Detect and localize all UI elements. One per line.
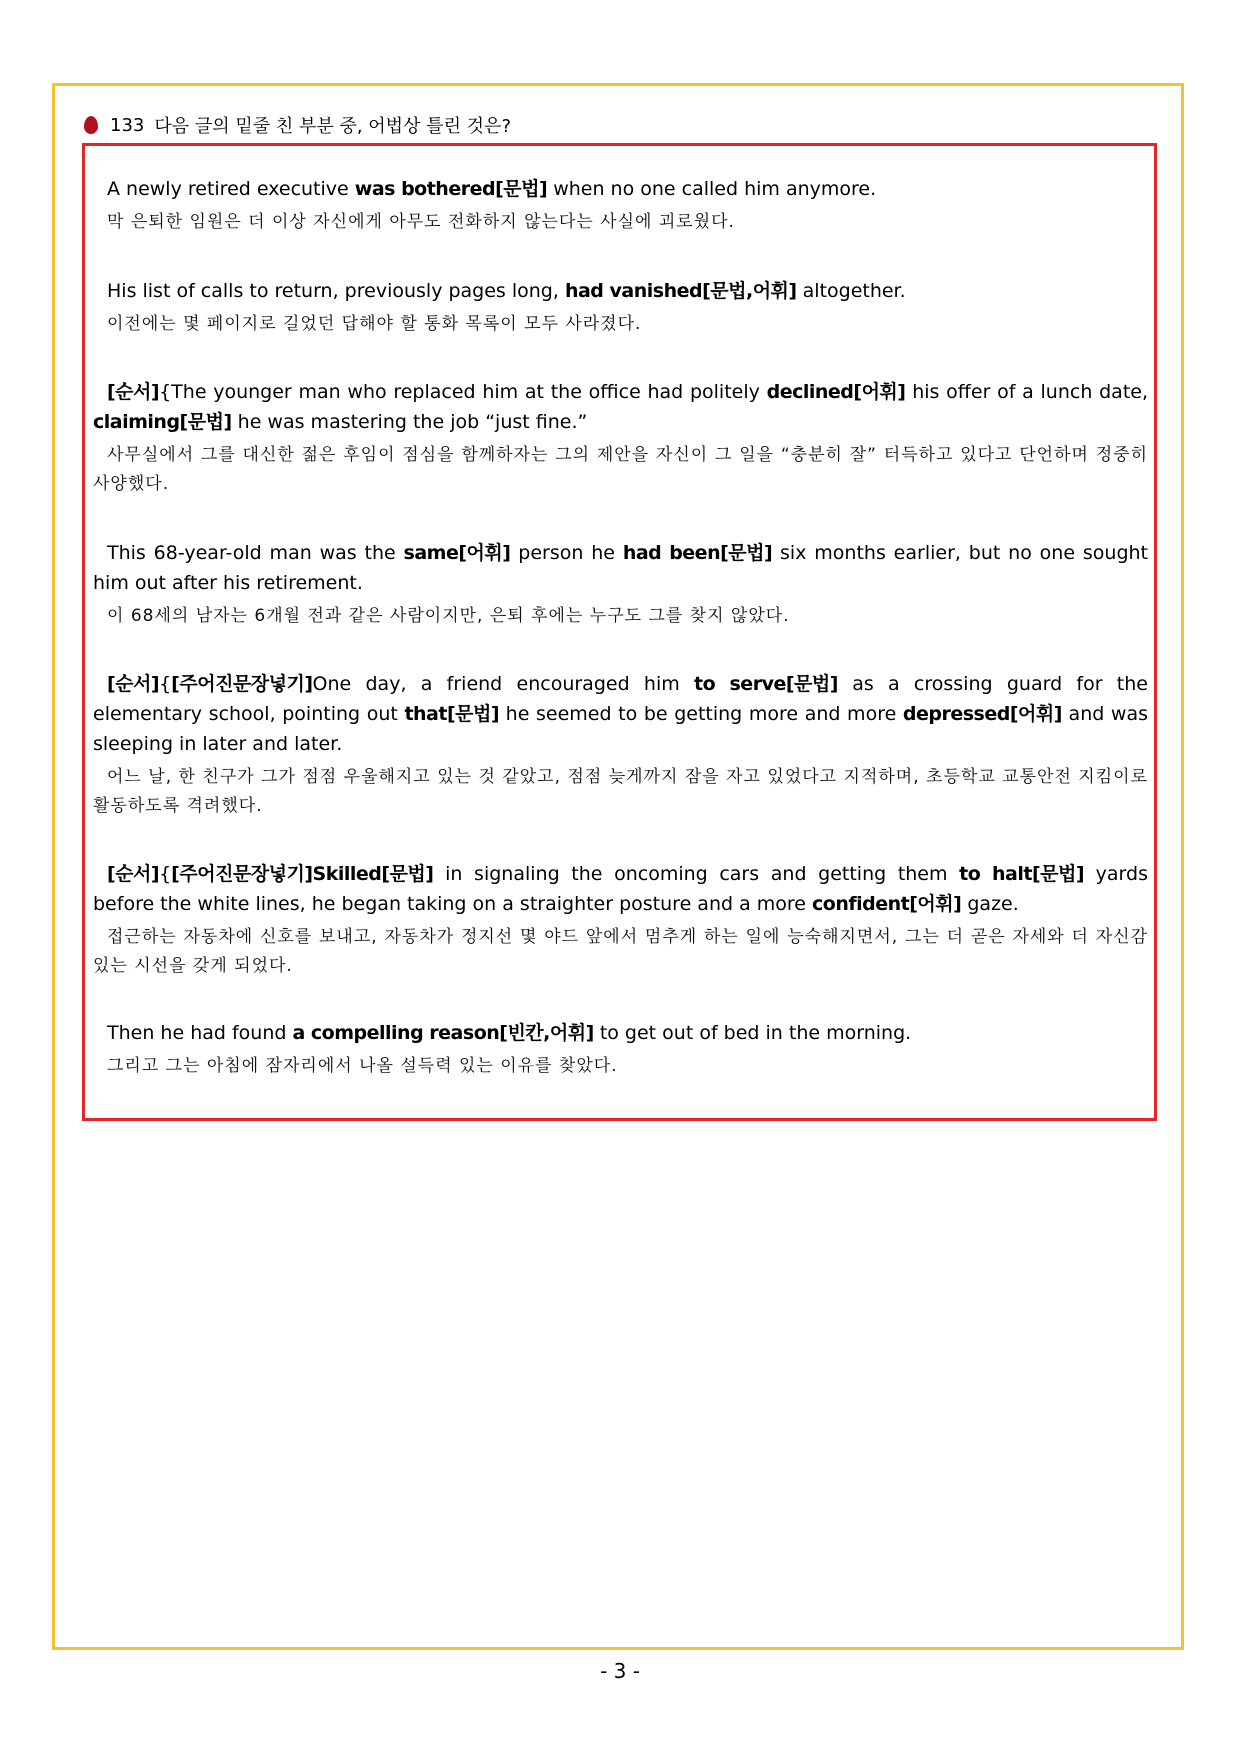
question-number: 133 <box>110 114 145 136</box>
sentence-text: as a crossing guard for the elementary school, pointing out <box>93 673 1148 725</box>
sentence-text: yards before the white lines, he began taking on a straighter posture and a more <box>93 863 1148 915</box>
keyword-marked: declined[어휘] <box>766 381 906 403</box>
sentence-text: altogether. <box>796 280 906 302</box>
paragraph-7 <box>93 1018 1148 1081</box>
keyword-marked: Skilled[문법] <box>312 863 434 885</box>
english-sentence <box>93 174 1148 204</box>
keyword-marked: depressed[어휘] <box>902 703 1062 725</box>
sentence-text: six months earlier, but no one sought him out after his retirement. <box>93 542 1148 594</box>
sentence-text: he seemed to be getting more and more <box>499 703 903 725</box>
strawberry-bullet-icon <box>84 116 98 134</box>
sentence-text: and was sleeping in later and later. <box>93 703 1148 755</box>
english-sentence <box>93 859 1148 919</box>
keyword-marked: same[어휘] <box>403 542 511 564</box>
sentence-text: when no one called him anymore. <box>547 178 877 200</box>
sentence-text: gaze. <box>961 893 1019 915</box>
english-sentence <box>93 1018 1148 1048</box>
paragraph-1 <box>93 174 1148 237</box>
korean-translation: 어느 날, 한 친구가 그가 점점 우울해지고 있는 것 같았고, 점점 늦게까지 잠을 자고 있었다고 지적하며, 초등학교 교통안전 지킴이로 활동하도록 격려했다. <box>93 767 1148 816</box>
question-header <box>84 112 511 138</box>
english-sentence <box>93 377 1148 437</box>
sentence-text: to get out of bed in the morning. <box>593 1022 912 1044</box>
sentence-text: { <box>159 673 172 695</box>
sentence-text: Then he had found <box>107 1022 293 1044</box>
sentence-text: {The younger man who replaced him at the office had politely <box>159 381 767 403</box>
paragraph-4 <box>93 538 1148 631</box>
keyword-marked: confident[어휘] <box>812 893 962 915</box>
keyword-marked: [주어진문장넣기] <box>171 673 313 695</box>
korean-translation: 이전에는 몇 페이지로 길었던 답해야 할 통화 목록이 모두 사라졌다. <box>107 314 642 334</box>
korean-translation: 접근하는 자동차에 신호를 보내고, 자동차가 정지선 몇 야드 앞에서 멈추게 하는 일에 능숙해지면서, 그는 더 곧은 자세와 더 자신감 있는 시선을 갖게 되었다. <box>93 927 1148 976</box>
keyword-marked: [주어진문장넣기] <box>171 863 313 885</box>
keyword-marked: had vanished[문법,어휘] <box>564 280 797 302</box>
korean-translation: 사무실에서 그를 대신한 젊은 후임이 점심을 함께하자는 그의 제안을 자신이 그 일을 “충분히 잘” 터득하고 있다고 단언하며 정중히 사양했다. <box>93 445 1148 494</box>
english-sentence <box>93 538 1148 598</box>
keyword-marked: to serve[문법] <box>694 673 838 695</box>
sentence-text: person he <box>510 542 623 564</box>
korean-translation: 막 은퇴한 임원은 더 이상 자신에게 아무도 전화하지 않는다는 사실에 괴로웠다. <box>107 212 735 232</box>
keyword-marked: a compelling reason[빈칸,어휘] <box>292 1022 594 1044</box>
sentence-text: { <box>159 863 172 885</box>
paragraph-5 <box>93 669 1148 821</box>
english-sentence <box>93 669 1148 759</box>
sentence-text: A newly retired executive <box>107 178 355 200</box>
english-sentence <box>93 276 1148 306</box>
keyword-marked: that[문법] <box>404 703 500 725</box>
sentence-text: he was mastering the job “just fine.” <box>231 411 588 433</box>
keyword-marked: [순서] <box>107 863 160 885</box>
paragraph-2 <box>93 276 1148 339</box>
sentence-text: in signaling the oncoming cars and getting them <box>433 863 960 885</box>
sentence-text: His list of calls to return, previously pages long, <box>107 280 565 302</box>
paragraph-3 <box>93 377 1148 499</box>
keyword-marked: claiming[문법] <box>93 411 232 433</box>
keyword-marked: [순서] <box>107 381 160 403</box>
keyword-marked: had been[문법] <box>622 542 773 564</box>
sentence-text: his offer of a lunch date, <box>905 381 1148 403</box>
paragraph-6 <box>93 859 1148 981</box>
korean-translation: 그리고 그는 아침에 잠자리에서 나올 설득력 있는 이유를 찾았다. <box>107 1056 618 1076</box>
question-prompt: 다음 글의 밑줄 친 부분 중, 어법상 틀린 것은? <box>154 116 512 137</box>
sentence-text: One day, a friend encouraged him <box>312 673 695 695</box>
sentence-text: This 68-year-old man was the <box>107 542 404 564</box>
page-number: - 3 - <box>600 1659 640 1683</box>
keyword-marked: [순서] <box>107 673 160 695</box>
keyword-marked: was bothered[문법] <box>354 178 548 200</box>
keyword-marked: to halt[문법] <box>959 863 1085 885</box>
korean-translation: 이 68세의 남자는 6개월 전과 같은 사람이지만, 은퇴 후에는 누구도 그를 찾지 않았다. <box>107 606 790 626</box>
